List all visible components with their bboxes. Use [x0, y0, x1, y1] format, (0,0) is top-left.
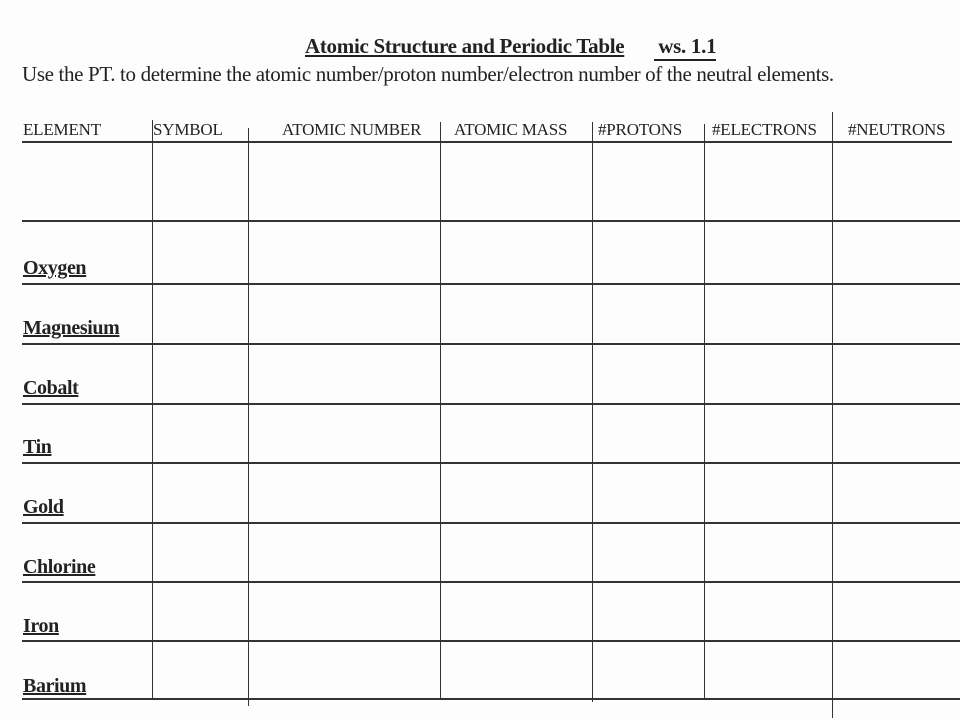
element-name: Chlorine [23, 556, 96, 578]
answer-cells-cobalt[interactable] [154, 346, 958, 402]
row-rule [22, 283, 960, 285]
row-rule [22, 220, 960, 222]
header-rule [22, 141, 952, 143]
title-text: Atomic Structure and Periodic Table [305, 34, 625, 58]
header-protons: #PROTONS [598, 120, 683, 139]
row-rule [22, 343, 960, 345]
answer-cells-oxygen[interactable] [154, 226, 958, 282]
header-element: ELEMENT [23, 120, 101, 139]
answer-cells-barium[interactable] [154, 643, 958, 699]
row-rule [22, 640, 960, 642]
element-name: Barium [23, 675, 87, 697]
instructions-text: Use the PT. to determine the atomic number/proton number/electron number of the neutral elements. [22, 62, 834, 86]
element-name: Iron [23, 615, 59, 637]
row-rule [22, 581, 960, 583]
element-name: Tin [23, 436, 52, 458]
worksheet-title [305, 34, 716, 61]
worksheet-code: ws. 1.1 [654, 34, 716, 61]
element-name: Oxygen [23, 257, 87, 279]
header-atomic-number: ATOMIC NUMBER [282, 120, 422, 139]
header-neutrons: #NEUTRONS [848, 120, 946, 139]
row-rule [22, 522, 960, 524]
row-rule [22, 403, 960, 405]
answer-cells-magnesium[interactable] [154, 286, 958, 342]
answer-cells-iron[interactable] [154, 584, 958, 640]
header-electrons: #ELECTRONS [712, 120, 817, 139]
element-name: Cobalt [23, 377, 79, 399]
header-atomic-mass: ATOMIC MASS [454, 120, 568, 139]
element-name: Magnesium [23, 317, 120, 339]
answer-cells-chlorine[interactable] [154, 525, 958, 581]
answer-cells-gold[interactable] [154, 465, 958, 521]
row-rule [22, 462, 960, 464]
header-symbol: SYMBOL [153, 120, 223, 139]
element-name: Gold [23, 496, 64, 518]
column-divider [152, 120, 153, 698]
answer-cells-tin[interactable] [154, 406, 958, 462]
